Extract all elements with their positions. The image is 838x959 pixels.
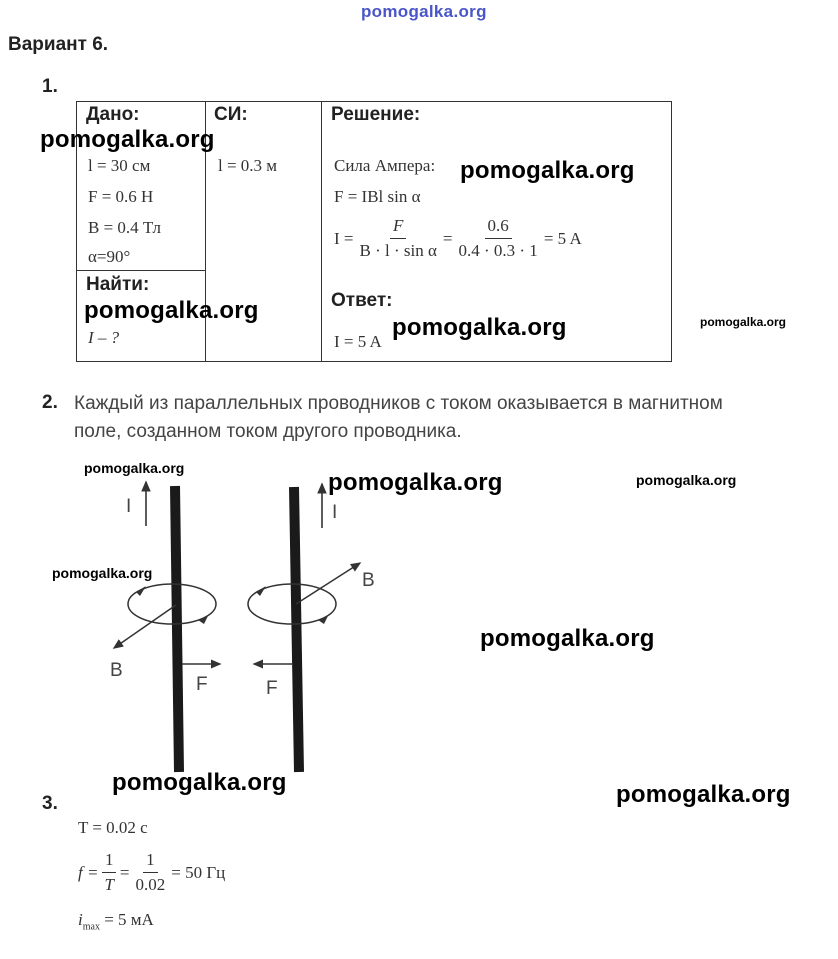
frac1-denominator: B · l · sin α — [359, 241, 437, 260]
task3-period: T = 0.02 с — [78, 818, 148, 837]
freq-frac1-denominator: T — [104, 875, 114, 894]
watermark-3: pomogalka.org — [84, 297, 259, 324]
freq-result: = 50 Гц — [171, 862, 226, 882]
label-B-right: B — [362, 570, 375, 591]
label-F-left: F — [196, 674, 208, 695]
header-solution: Решение: — [331, 104, 421, 125]
freq-frac2-denominator: 0.02 — [135, 875, 166, 894]
find-value: I – ? — [88, 328, 120, 347]
watermark-12: pomogalka.org — [616, 781, 791, 808]
watermark-11: pomogalka.org — [112, 769, 287, 796]
formula-result: = 5 A — [543, 228, 582, 248]
frac1-numerator: F — [390, 216, 406, 239]
frac2-numerator: 0.6 — [485, 216, 512, 239]
loop-arrow-right-2 — [318, 616, 328, 624]
task3-imax — [78, 910, 154, 932]
B-vector-right — [296, 563, 360, 604]
task1-number: 1. — [42, 76, 58, 97]
task2-number: 2. — [42, 392, 58, 413]
label-I-left: I — [126, 496, 132, 517]
watermark-5: pomogalka.org — [700, 315, 787, 329]
imax-subscript: max — [82, 921, 100, 933]
given-F: F = 0.6 Н — [88, 187, 154, 206]
frac2-denominator: 0.4 · 0.3 · 1 — [458, 241, 538, 260]
watermark-9: pomogalka.org — [52, 565, 153, 581]
freq-fraction-2 — [133, 850, 169, 895]
si-value: l = 0.3 м — [218, 156, 278, 175]
given-alpha: α=90° — [88, 247, 131, 266]
imax-value: = 5 мА — [104, 910, 154, 929]
watermark-6: pomogalka.org — [84, 460, 185, 476]
task3-frequency-formula — [78, 850, 225, 895]
freq-frac1-numerator: 1 — [102, 850, 117, 873]
header-si: СИ: — [214, 104, 248, 125]
watermark-1: pomogalka.org — [40, 126, 215, 153]
task2-text-line2: поле, созданном током другого проводника. — [74, 421, 462, 442]
given-B: B = 0.4 Тл — [88, 218, 161, 237]
formula-equals: = — [442, 228, 453, 248]
watermark-4: pomogalka.org — [392, 314, 567, 341]
loop-arrow-left-2 — [198, 616, 208, 624]
task2-text-line1: Каждый из параллельных проводников с током оказывается в магнитном — [74, 393, 723, 414]
header-answer: Ответ: — [331, 290, 393, 311]
watermark-top: pomogalka.org — [361, 2, 487, 21]
freq-equals: = — [119, 862, 130, 882]
solution-line2: F = IBl sin α — [334, 187, 421, 206]
watermark-10: pomogalka.org — [480, 625, 655, 652]
header-find: Найти: — [86, 274, 150, 295]
task3-number: 3. — [42, 793, 58, 814]
watermark-2: pomogalka.org — [460, 157, 635, 184]
freq-lhs: f = — [78, 862, 99, 882]
variant-title: Вариант 6. — [8, 34, 109, 55]
right-conductor — [294, 487, 299, 772]
given-l: l = 30 см — [88, 156, 151, 175]
left-conductor — [175, 486, 179, 772]
label-F-right: F — [266, 678, 278, 699]
watermark-8: pomogalka.org — [636, 472, 737, 488]
answer-value: I = 5 A — [334, 332, 382, 351]
watermark-7: pomogalka.org — [328, 469, 503, 496]
freq-fraction-1 — [101, 850, 116, 895]
label-I-right: I — [332, 502, 338, 523]
label-B-left: B — [110, 660, 123, 681]
solution-line1: Сила Ампера: — [334, 156, 436, 175]
imax-symbol: i — [78, 910, 83, 929]
freq-frac2-numerator: 1 — [143, 850, 158, 873]
header-dano: Дано: — [86, 104, 140, 125]
B-vector-left — [114, 605, 176, 648]
formula-lhs: I = — [334, 228, 354, 248]
